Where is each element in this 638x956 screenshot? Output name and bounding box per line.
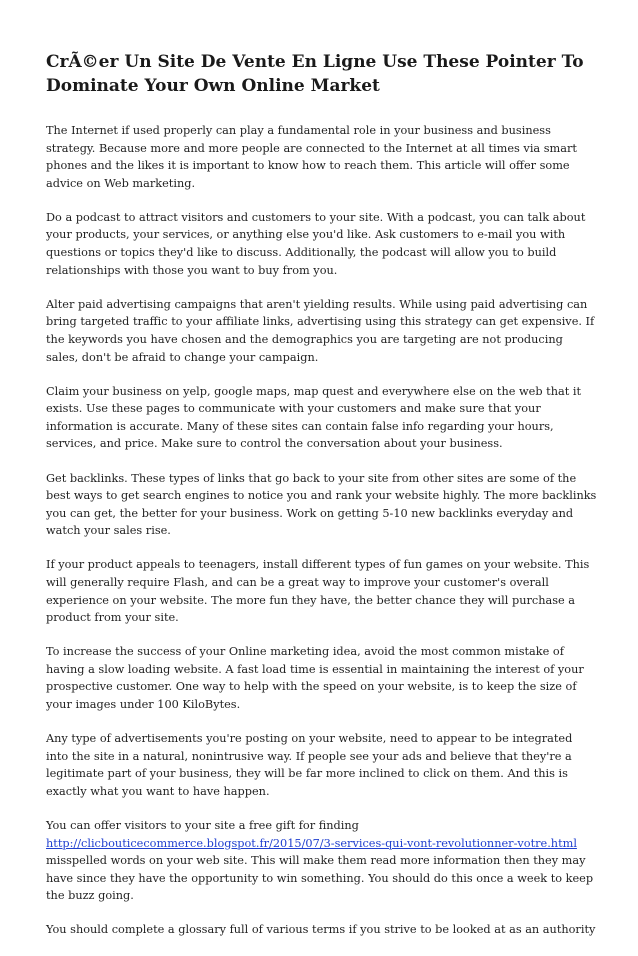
paragraph-glossary: You should complete a glossary full of various terms if you strive to be looked at as an authority: [46, 923, 596, 937]
paragraph-podcast: Do a podcast to attract visitors and customers to your site. With a podcast, you can talk about your products, your services, or anything else you'd like. Ask customers to e-mail you with questions or topics they'd like to discuss. Additionally, the podcast will allow you to build relationships with those you want to buy from you.: [46, 210, 586, 277]
article-link[interactable]: http://clicbouticecommerce.blogspot.fr/2015/07/3-services-qui-vont-revolutionner-votre.html: [46, 836, 577, 850]
document-page: [46, 50, 598, 956]
paragraph-load-time: To increase the success of your Online marketing idea, avoid the most common mistake of having a slow loading website. A fast load time is essential in maintaining the interest of your prospective customer. One way to help with the speed on your website, is to keep the size of your images under 100 KiloBytes.: [46, 645, 584, 712]
paragraph-teenagers-games: If your product appeals to teenagers, install different types of fun games on your website. This will generally require Flash, and can be a great way to improve your customer's overall experience on your website. The more fun they have, the better chance they will purchase a product from your site.: [46, 558, 590, 625]
free-gift-text-before: You can offer visitors to your site a free gift for finding: [46, 819, 359, 832]
paragraph-advertisements: Any type of advertisements you're posting on your website, need to appear to be integrated into the site in a natural, nonintrusive way. If people see your ads and believe that they're a legitimate part of your business, they will be far more inclined to click on them. And this is exactly what you want to have happen.: [46, 732, 573, 798]
paragraph-free-gift: [46, 817, 598, 905]
paragraph-claim-business: Claim your business on yelp, google maps, map quest and everywhere else on the web that it exists. Use these pages to communicate with your customers and make sure that your information is accurate. Many of these sites can contain false info regarding your hours, services, and price. Make sure to control the conversation about your business.: [46, 384, 582, 451]
document-title: CrÃ©er Un Site De Vente En Ligne Use These Pointer To Dominate Your Own Online Market: [46, 52, 584, 96]
paragraph-backlinks: Get backlinks. These types of links that go back to your site from other sites are some of the best ways to get search engines to notice you and rank your website highly. The more backlinks you can get, the better for your business. Work on getting 5-10 new backlinks everyday and watch your sales rise.: [46, 471, 597, 538]
paragraph-paid-advertising: Alter paid advertising campaigns that aren't yielding results. While using paid advertising can bring targeted traffic to your affiliate links, advertising using this strategy can get expensive. If the keywords you have chosen and the demographics you are targeting are not producing sales, don't be afraid to change your campaign.: [46, 297, 595, 364]
paragraph-intro: The Internet if used properly can play a fundamental role in your business and business strategy. Because more and more people are connected to the Internet at all times via smart phones and the likes it is important to know how to reach them. This article will offer some advice on Web marketing.: [46, 124, 577, 190]
free-gift-text-after: misspelled words on your web site. This will make them read more information then they may have since they have the opportunity to win something. You should do this once a week to keep the buzz going.: [46, 854, 594, 903]
